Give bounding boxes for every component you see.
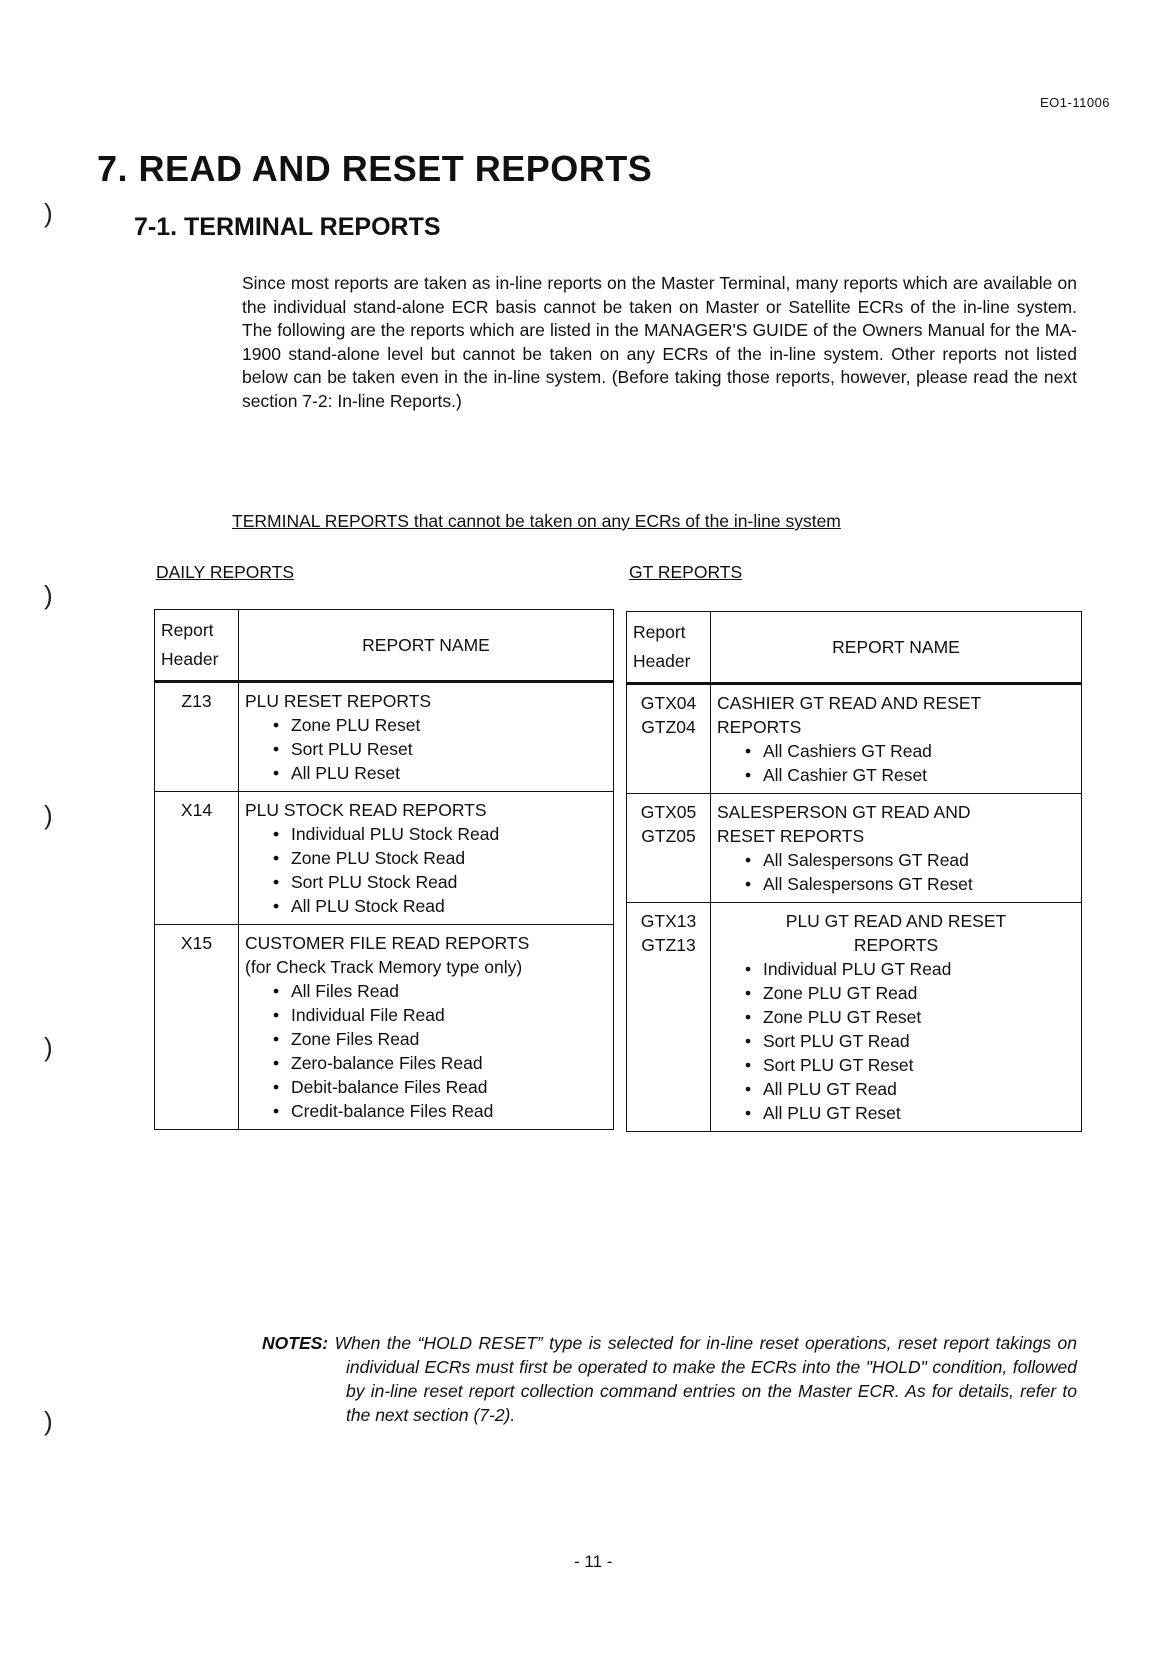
list-item: • Sort PLU GT Read <box>745 1029 1075 1053</box>
list-item: • Credit-balance Files Read <box>273 1099 607 1123</box>
report-code: GTX05 <box>640 802 697 822</box>
report-item-list <box>717 957 1075 1125</box>
daily-reports-table <box>154 609 614 1130</box>
report-name-cell <box>711 903 1082 1132</box>
report-code: GTX13 <box>640 911 697 931</box>
report-item-list <box>717 739 1075 787</box>
table-row <box>155 792 614 925</box>
report-name-cell <box>711 794 1082 903</box>
report-name: REPORTS <box>717 717 802 737</box>
list-item: • All PLU GT Read <box>745 1077 1075 1101</box>
gt-reports-table <box>626 611 1082 1132</box>
list-item: • Debit-balance Files Read <box>273 1075 607 1099</box>
daily-reports-label: DAILY REPORTS <box>156 562 295 582</box>
notes-text: When the “HOLD RESET” type is selected for in-line reset operations, reset report takings on individual ECRs must first be operated to make the ECRs into the "HOLD" condition, followed by in-line reset report collection command entries on the Master ECR. As for details, refer to the next section (7-2). <box>334 1333 1077 1425</box>
report-subname: (for Check Track Memory type only) <box>245 957 523 977</box>
list-item: • Zone PLU Stock Read <box>273 846 607 870</box>
report-code: Z13 <box>155 682 239 792</box>
table-header-row <box>155 610 614 682</box>
report-name: PLU RESET REPORTS <box>245 691 432 711</box>
binding-mark: ) <box>44 800 53 830</box>
table-row <box>627 903 1082 1132</box>
report-code-cell <box>627 903 711 1132</box>
list-item: • Sort PLU GT Reset <box>745 1053 1075 1077</box>
list-item: • Zero-balance Files Read <box>273 1051 607 1075</box>
list-item: • All Salespersons GT Reset <box>745 872 1075 896</box>
list-item: • Zone PLU GT Reset <box>745 1005 1075 1029</box>
report-code: GTZ05 <box>641 826 696 846</box>
report-code: GTX04 <box>640 693 697 713</box>
table-caption: TERMINAL REPORTS that cannot be taken on any ECRs of the in-line system <box>232 511 841 531</box>
report-name-column: REPORT NAME <box>711 612 1082 684</box>
report-name-cell <box>239 682 614 792</box>
notes-block <box>262 1331 1077 1427</box>
binding-mark: ) <box>44 1032 53 1062</box>
report-name-cell <box>711 684 1082 794</box>
report-code: GTZ13 <box>641 935 696 955</box>
header-label: Header <box>161 649 219 669</box>
report-item-list <box>245 713 607 785</box>
table-row <box>155 682 614 792</box>
table-row <box>627 794 1082 903</box>
table-row <box>155 925 614 1130</box>
list-item: • All PLU Stock Read <box>273 894 607 918</box>
list-item: • Individual File Read <box>273 1003 607 1027</box>
page-title: 7. READ AND RESET REPORTS <box>97 148 653 189</box>
table-row <box>627 684 1082 794</box>
report-code: X15 <box>155 925 239 1130</box>
report-name-column: REPORT NAME <box>239 610 614 682</box>
list-item: • Zone PLU GT Read <box>745 981 1075 1005</box>
list-item: • Individual PLU Stock Read <box>273 822 607 846</box>
report-item-list <box>245 822 607 918</box>
report-header-column <box>155 610 239 682</box>
report-code-cell <box>627 684 711 794</box>
page-number: - 11 - <box>574 1552 613 1571</box>
report-name: PLU STOCK READ REPORTS <box>245 800 487 820</box>
list-item: • All PLU GT Reset <box>745 1101 1075 1125</box>
list-item: • Zone Files Read <box>273 1027 607 1051</box>
list-item: • All Cashiers GT Read <box>745 739 1075 763</box>
report-name: RESET REPORTS <box>717 826 865 846</box>
list-item: • All Cashier GT Reset <box>745 763 1075 787</box>
report-code-cell <box>627 794 711 903</box>
report-name: CASHIER GT READ AND RESET <box>717 693 982 713</box>
list-item: • Sort PLU Stock Read <box>273 870 607 894</box>
report-name: SALESPERSON GT READ AND <box>717 802 971 822</box>
gt-reports-label: GT REPORTS <box>629 562 743 582</box>
report-name-cell <box>239 792 614 925</box>
report-name: REPORTS <box>853 935 939 955</box>
report-name: PLU GT READ AND RESET <box>785 911 1007 931</box>
report-name-cell <box>239 925 614 1130</box>
header-label: Report <box>161 620 214 640</box>
binding-mark: ) <box>44 1406 53 1436</box>
header-label: Header <box>633 651 691 671</box>
report-header-column <box>627 612 711 684</box>
list-item: • Zone PLU Reset <box>273 713 607 737</box>
list-item: • All Files Read <box>273 979 607 1003</box>
list-item: • All PLU Reset <box>273 761 607 785</box>
report-item-list <box>717 848 1075 896</box>
report-code: GTZ04 <box>641 717 696 737</box>
report-name: CUSTOMER FILE READ REPORTS <box>245 933 530 953</box>
binding-mark: ) <box>44 580 53 610</box>
report-code: X14 <box>155 792 239 925</box>
notes-label: NOTES: <box>262 1333 329 1353</box>
list-item: • Sort PLU Reset <box>273 737 607 761</box>
section-heading: 7-1. TERMINAL REPORTS <box>134 213 441 241</box>
list-item: • All Salespersons GT Read <box>745 848 1075 872</box>
header-label: Report <box>633 622 686 642</box>
report-item-list <box>245 979 607 1123</box>
table-header-row <box>627 612 1082 684</box>
document-code: EO1-11006 <box>1040 95 1111 110</box>
list-item: • Individual PLU GT Read <box>745 957 1075 981</box>
intro-paragraph: Since most reports are taken as in-line reports on the Master Terminal, many reports which are available on the individual stand-alone ECR basis cannot be taken on Master or Satellite ECRs of the in-line system. The following are the reports which are listed in the MANAGER'S GUIDE of the Owners Manual for the MA-1900 stand-alone level but cannot be taken on any ECRs of the in-line system. Other reports not listed below can be taken even in the in-line system. (Before taking those reports, however, please read the next section 7-2: In-line Reports.) <box>242 273 1077 411</box>
binding-mark: ) <box>44 198 53 228</box>
